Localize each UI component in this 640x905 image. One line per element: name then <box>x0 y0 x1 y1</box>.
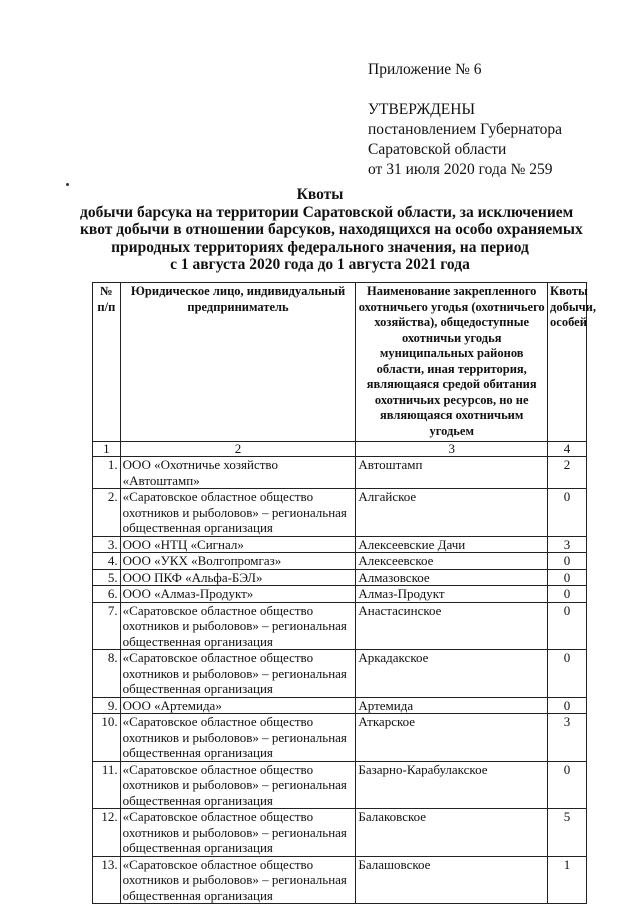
scan-speck <box>66 183 69 186</box>
row-quota-cell: 0 <box>548 697 587 714</box>
table-row <box>93 856 587 904</box>
table-row <box>93 697 587 714</box>
header-org: Юридическое лицо, индивидуальный предприниматель <box>120 283 356 442</box>
row-num-cell: 13. <box>93 856 121 904</box>
annex-number: Приложение № 6 <box>368 61 482 78</box>
table-row <box>93 489 587 537</box>
row-num-cell: 3. <box>93 536 121 553</box>
table-row <box>93 569 587 586</box>
table-row <box>93 602 587 650</box>
row-area-cell: Алексеевские Дачи <box>356 536 548 553</box>
row-num-cell: 5. <box>93 569 121 586</box>
row-area-cell: Артемида <box>356 697 548 714</box>
approval-line-2: Саратовской области <box>368 141 507 158</box>
row-num-cell: 7. <box>93 602 121 650</box>
row-org-cell: ООО «Охотничье хозяйство «Автоштамп» <box>120 457 356 489</box>
title-line-1: добычи барсука на территории Саратовской области, за исключением <box>80 203 574 221</box>
row-org-cell: «Саратовское областное общество охотников и рыболовов» – региональная общественная организация <box>120 856 356 904</box>
row-area-cell: Автоштамп <box>356 457 548 489</box>
row-area-cell: Алгайское <box>356 489 548 537</box>
row-num-cell: 1. <box>93 457 121 489</box>
row-org-cell: «Саратовское областное общество охотников и рыболовов» – региональная общественная организация <box>120 809 356 857</box>
row-area-cell: Аркадакское <box>356 650 548 698</box>
row-area-cell: Балаковское <box>356 809 548 857</box>
title-line-2: квот добычи в отношении барсуков, находящихся на особо охраняемых <box>80 221 583 238</box>
row-num-cell: 9. <box>93 697 121 714</box>
table-row <box>93 457 587 489</box>
quota-table <box>92 282 596 904</box>
row-org-cell: «Саратовское областное общество охотников и рыболовов» – региональная общественная организация <box>120 650 356 698</box>
row-num-cell: 10. <box>93 714 121 762</box>
row-quota-cell: 0 <box>548 761 587 809</box>
table-row <box>93 650 587 698</box>
row-org-cell: ООО «Артемида» <box>120 697 356 714</box>
row-org-cell: «Саратовское областное общество охотников и рыболовов» – региональная общественная организация <box>120 761 356 809</box>
row-area-cell: Балашовское <box>356 856 548 904</box>
row-num-cell: 4. <box>93 553 121 570</box>
index-cell: 1 <box>93 442 121 457</box>
row-area-cell: Аткарское <box>356 714 548 762</box>
title-line-4: с 1 августа 2020 года до 1 августа 2021 года <box>170 256 470 273</box>
index-cell: 3 <box>356 442 548 457</box>
row-org-cell: «Саратовское областное общество охотников и рыболовов» – региональная общественная организация <box>120 489 356 537</box>
table-row <box>93 809 587 857</box>
approval-line-1: постановлением Губернатора <box>368 121 563 138</box>
row-num-cell: 2. <box>93 489 121 537</box>
row-org-cell: «Саратовское областное общество охотников и рыболовов» – региональная общественная организация <box>120 602 356 650</box>
table-row <box>93 761 587 809</box>
row-quota-cell: 0 <box>548 569 587 586</box>
row-num-cell: 8. <box>93 650 121 698</box>
index-cell: 2 <box>120 442 356 457</box>
row-area-cell: Базарно-Карабулакское <box>356 761 548 809</box>
row-org-cell: ООО ПКФ «Альфа-БЭЛ» <box>120 569 356 586</box>
row-org-cell: ООО «НТЦ «Сигнал» <box>120 536 356 553</box>
table-row <box>93 536 587 553</box>
header-area: Наименование закрепленного охотничьего угодья (охотничьего хозяйства), общедоступные охотничьи угодья муниципальных районов области, иная территория, являющаяся средой обитания охотничьих ресурсов, но не являющаяся охотничьим угодьем <box>356 283 548 442</box>
row-quota-cell: 0 <box>548 553 587 570</box>
approval-block <box>368 60 562 180</box>
row-area-cell: Алмазовское <box>356 569 548 586</box>
row-quota-cell: 0 <box>548 586 587 603</box>
row-quota-cell: 3 <box>548 536 587 553</box>
title-line-3: природных территориях федерального значения, на период <box>111 238 529 256</box>
document-title <box>80 186 583 274</box>
table-header-row <box>93 283 587 442</box>
row-org-cell: ООО «УКХ «Волгопромгаз» <box>120 553 356 570</box>
row-quota-cell: 5 <box>548 809 587 857</box>
row-org-cell: ООО «Алмаз-Продукт» <box>120 586 356 603</box>
row-num-cell: 12. <box>93 809 121 857</box>
header-quota: Квоты добычи, особей <box>548 283 587 442</box>
row-quota-cell: 1 <box>548 856 587 904</box>
row-num-cell: 11. <box>93 761 121 809</box>
title-heading: Квоты <box>296 186 344 203</box>
table-row <box>93 586 587 603</box>
row-area-cell: Алмаз-Продукт <box>356 586 548 603</box>
row-quota-cell: 0 <box>548 650 587 698</box>
table-row <box>93 714 587 762</box>
row-area-cell: Алексеевское <box>356 553 548 570</box>
row-area-cell: Анастасинское <box>356 602 548 650</box>
row-num-cell: 6. <box>93 586 121 603</box>
table-row <box>93 553 587 570</box>
approved-label: УТВЕРЖДЕНЫ <box>368 101 475 118</box>
row-quota-cell: 0 <box>548 489 587 537</box>
row-quota-cell: 0 <box>548 602 587 650</box>
index-cell: 4 <box>548 442 587 457</box>
row-org-cell: «Саратовское областное общество охотников и рыболовов» – региональная общественная организация <box>120 714 356 762</box>
row-quota-cell: 2 <box>548 457 587 489</box>
row-quota-cell: 3 <box>548 714 587 762</box>
column-index-row <box>93 442 587 457</box>
approval-line-3: от 31 июля 2020 года № 259 <box>368 161 553 178</box>
header-num: № п/п <box>93 283 121 442</box>
